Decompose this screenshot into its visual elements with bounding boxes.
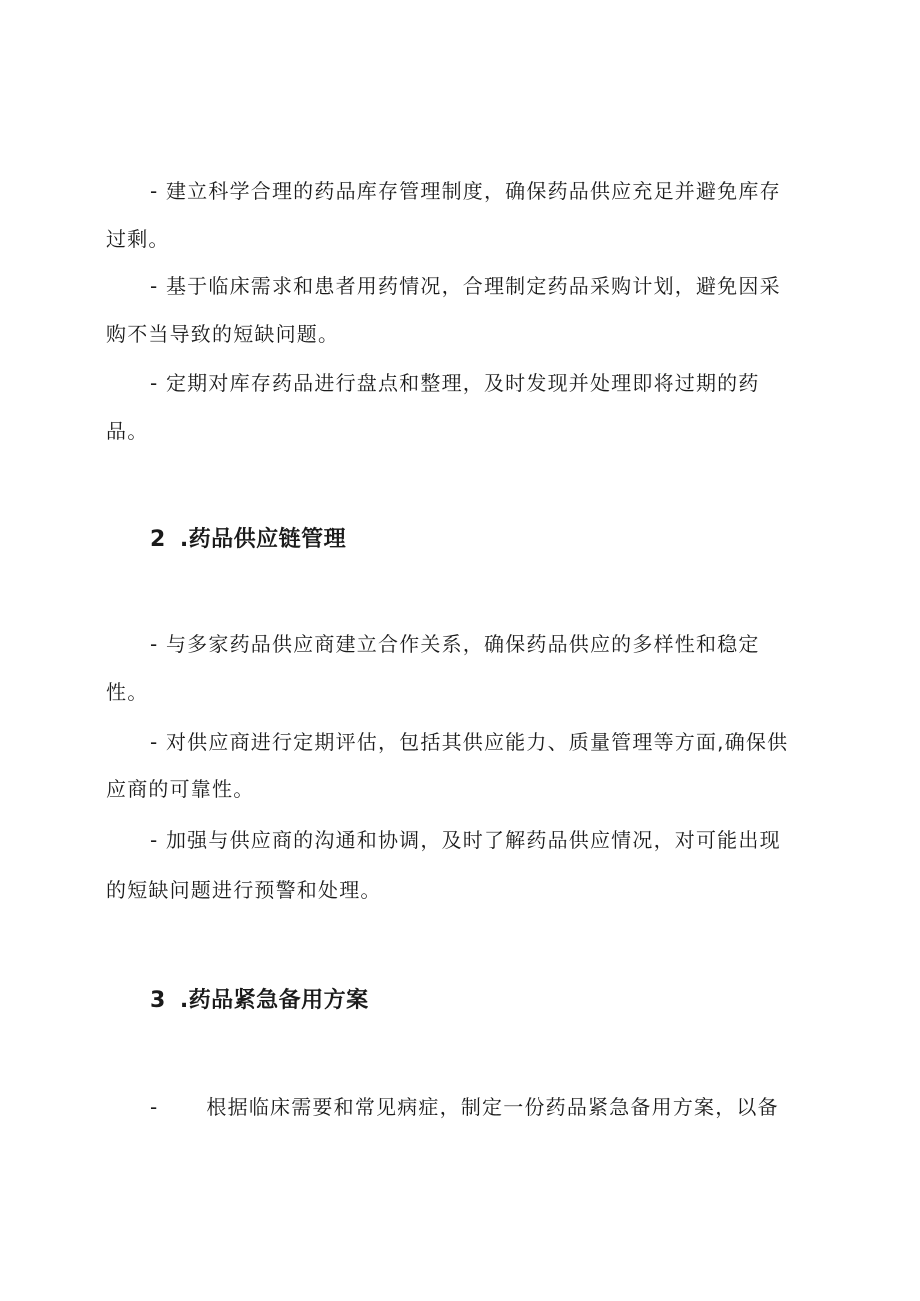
paragraph-line: 过剩。 [106, 227, 170, 251]
section-title: .药品供应链管理 [179, 527, 347, 552]
paragraph-line: - 与多家药品供应商建立合作关系，确保药品供应的多样性和稳定 [150, 632, 760, 656]
paragraph-line: - 加强与供应商的沟通和协调，及时了解药品供应情况，对可能出现 [150, 828, 781, 852]
paragraph-line: 应商的可靠性。 [106, 777, 255, 801]
paragraph-line: - 定期对库存药品进行盘点和整理，及时发现并处理即将过期的药 [150, 371, 760, 395]
paragraph-line: - 基于临床需求和患者用药情况，合理制定药品采购计划，避免因采 [150, 274, 781, 298]
paragraph-line: 的短缺问题进行预警和处理。 [106, 878, 382, 902]
section-heading [150, 527, 346, 553]
section-title: .药品紧急备用方案 [179, 988, 369, 1013]
paragraph-line: 购不当导致的短缺问题。 [106, 322, 340, 346]
paragraph-line: - 建立科学合理的药品库存管理制度，确保药品供应充足并避免库存 [150, 179, 781, 203]
paragraph-line [150, 1095, 779, 1119]
paragraph-line: - 对供应商进行定期评估，包括其供应能力、质量管理等方面,确保供 [150, 730, 789, 754]
paragraph-text: 根据临床需要和常见病症，制定一份药品紧急备用方案，以备 [206, 1095, 779, 1119]
paragraph-line: 品。 [106, 419, 149, 443]
section-number: 2 [150, 527, 166, 552]
section-heading [150, 988, 369, 1014]
paragraph-line: 性。 [106, 680, 149, 704]
section-number: 3 [150, 988, 166, 1013]
list-dash: - [150, 1095, 159, 1119]
